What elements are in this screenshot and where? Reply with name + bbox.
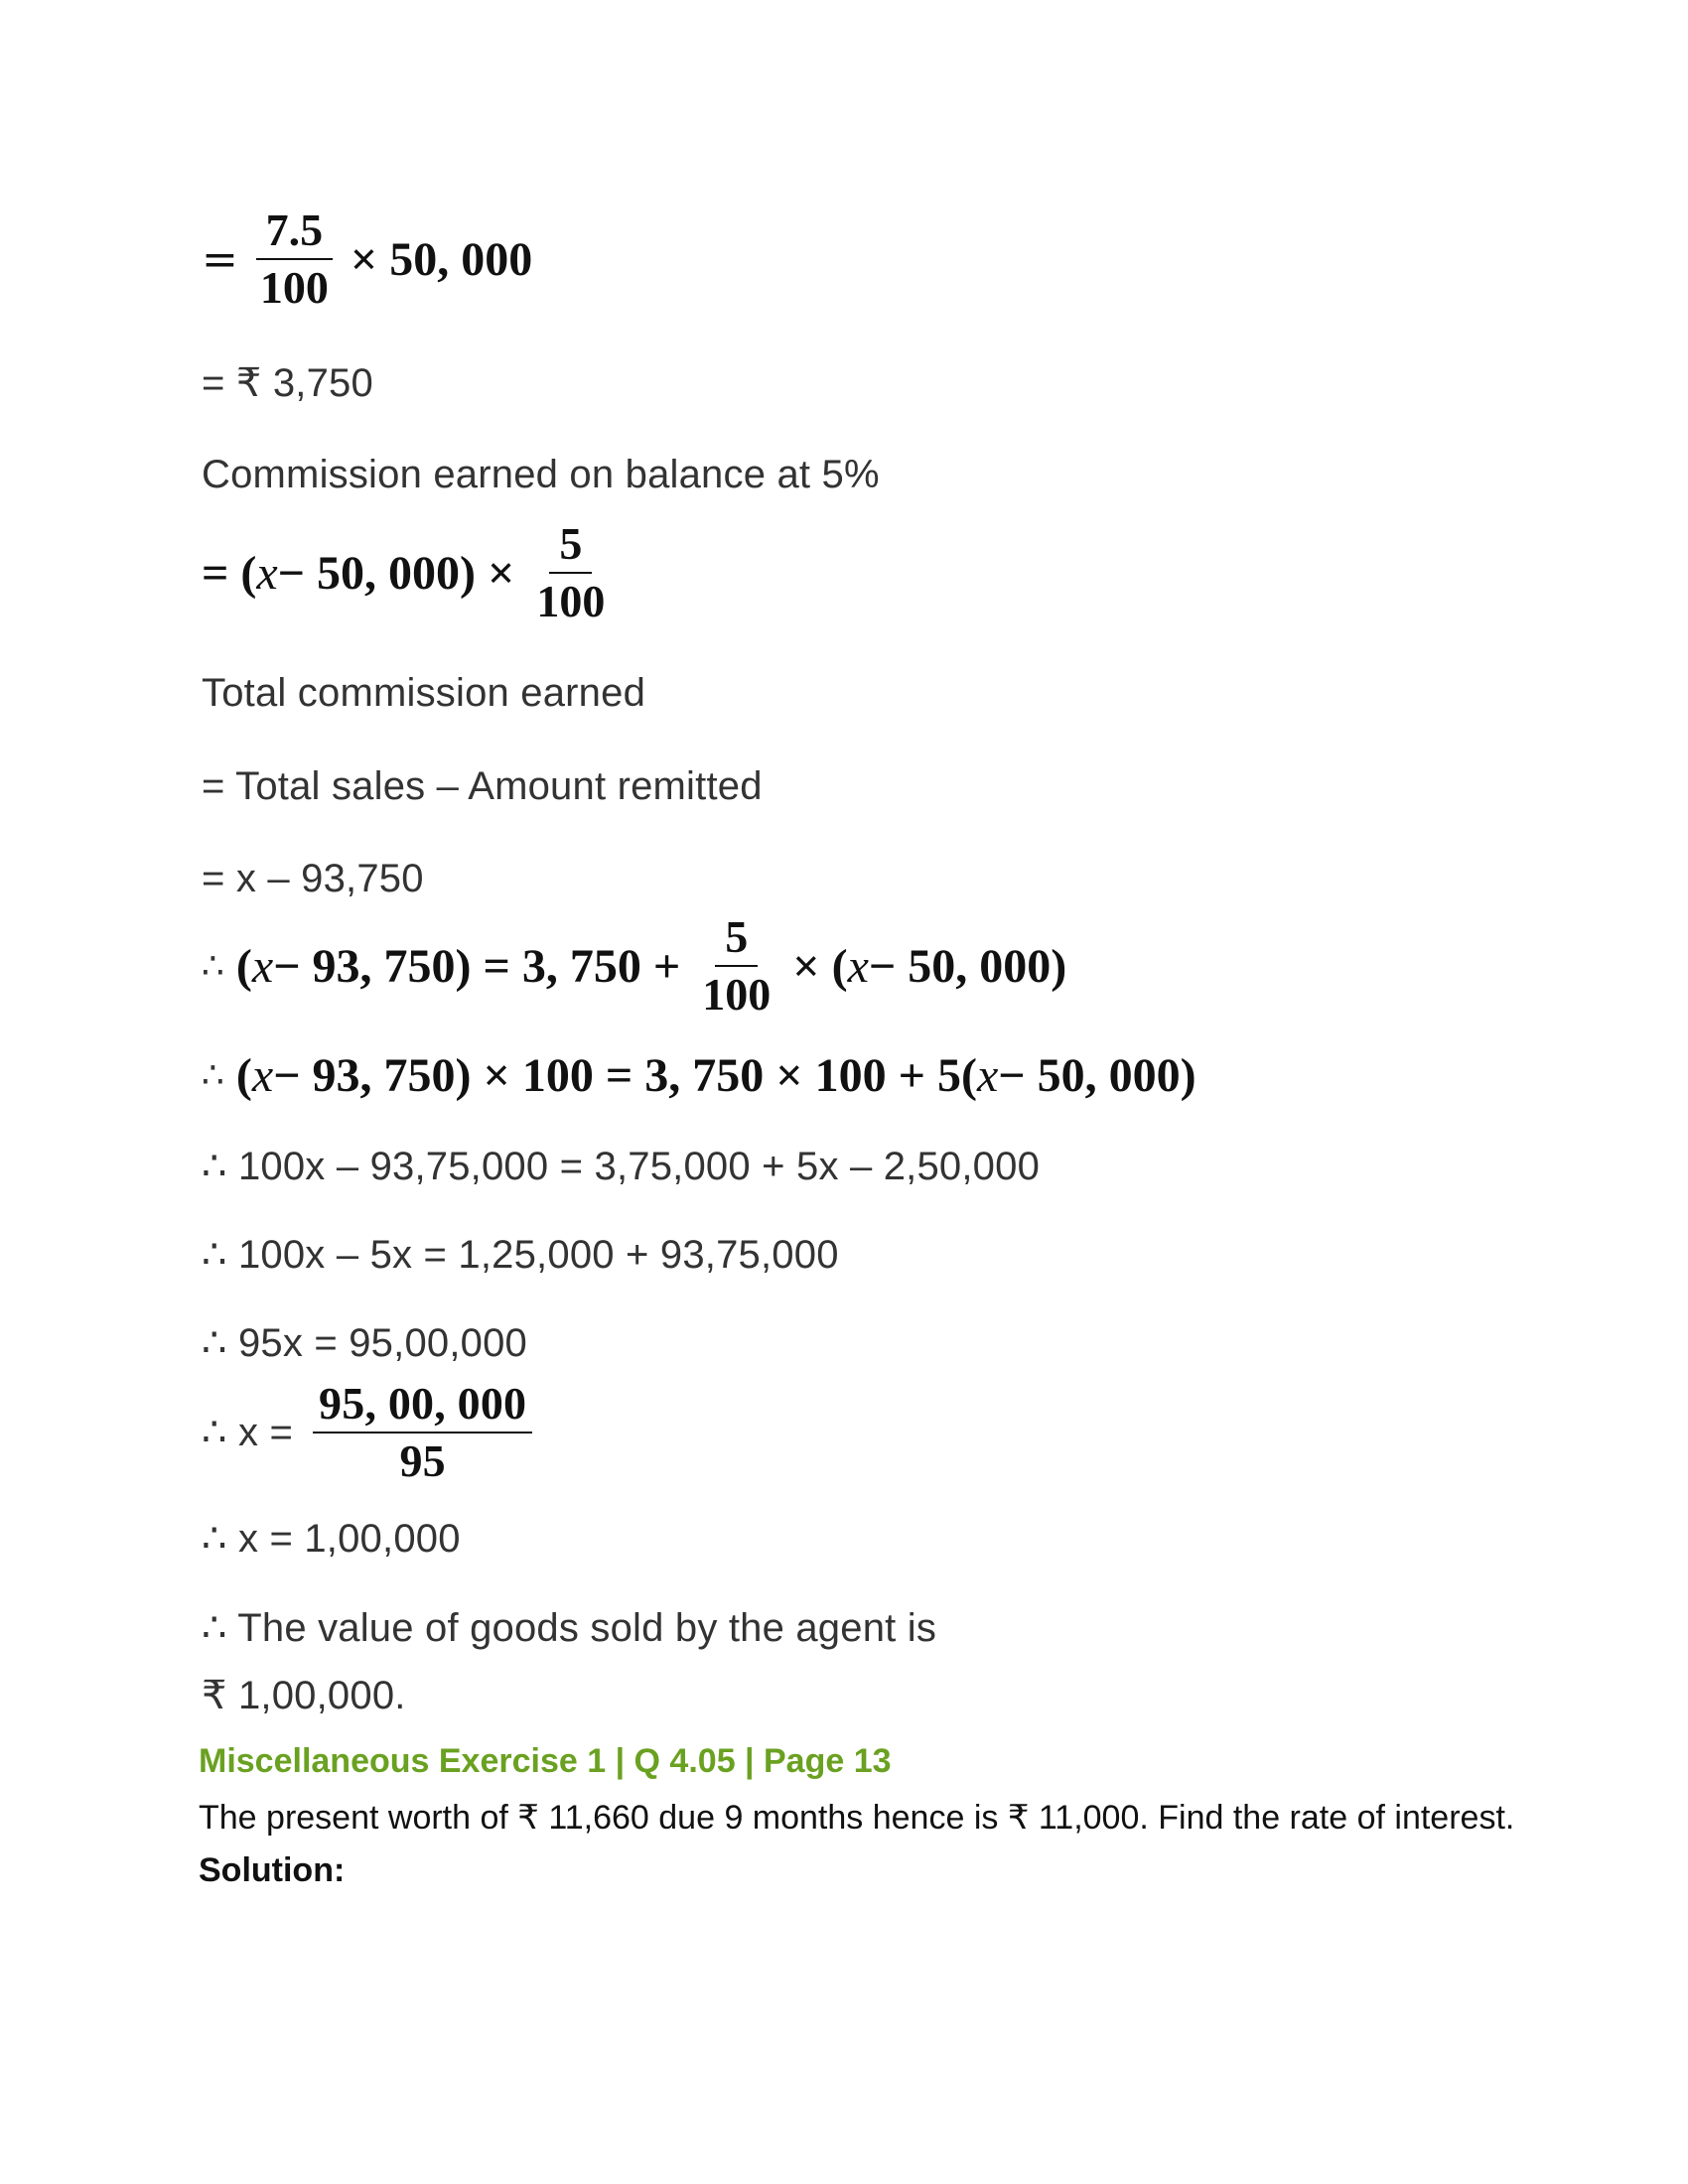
fraction bbox=[526, 520, 615, 626]
equation-step-4 bbox=[202, 520, 627, 626]
therefore-symbol: ∴ bbox=[202, 1055, 224, 1096]
fraction-denominator: 95 bbox=[399, 1435, 446, 1487]
fraction bbox=[313, 1380, 532, 1486]
fraction-numerator: 95, 00, 000 bbox=[313, 1380, 532, 1433]
therefore-symbol: ∴ bbox=[202, 945, 224, 987]
fraction-denominator: 100 bbox=[259, 262, 329, 314]
variable: x bbox=[847, 939, 869, 993]
expression: − 93, 750) = 3, 750 + bbox=[273, 939, 681, 993]
text-line: = Total sales – Amount remitted bbox=[202, 764, 763, 808]
equation-step-10: ∴ 100x – 93,75,000 = 3,75,000 + 5x – 2,50,000 bbox=[202, 1145, 1041, 1188]
fraction-denominator: 100 bbox=[702, 969, 772, 1021]
equation-step-9 bbox=[202, 1048, 1196, 1103]
fraction-numerator: 7.5 bbox=[256, 206, 334, 260]
expression: = ( bbox=[202, 546, 257, 600]
variable: x bbox=[976, 1049, 999, 1102]
fraction-denominator: 100 bbox=[536, 576, 606, 627]
text-line: Commission earned on balance at 5% bbox=[202, 453, 880, 496]
expression: ( bbox=[235, 1049, 252, 1102]
conclusion-line: ∴ The value of goods sold by the agent is bbox=[202, 1606, 937, 1650]
equation-step-12: ∴ 95x = 95,00,000 bbox=[202, 1321, 527, 1365]
equation-step-1 bbox=[202, 206, 532, 313]
expression: − 50, 000) bbox=[998, 1049, 1196, 1102]
fraction bbox=[250, 206, 339, 313]
expression: × 50, 000 bbox=[350, 232, 533, 286]
expression: − 93, 750) × 100 = 3, 750 × 100 + 5( bbox=[273, 1049, 977, 1102]
variable: x bbox=[251, 939, 274, 993]
equation-step-7: = x – 93,750 bbox=[202, 857, 424, 900]
equation-step-8 bbox=[202, 913, 1066, 1020]
expression: ∴ x = bbox=[202, 1411, 294, 1455]
exercise-heading: Miscellaneous Exercise 1 | Q 4.05 | Page 13 bbox=[199, 1742, 892, 1780]
equation-step-13 bbox=[202, 1380, 532, 1486]
conclusion-value: ₹ 1,00,000. bbox=[202, 1674, 406, 1717]
expression: − 50, 000) bbox=[868, 939, 1067, 993]
expression: × ( bbox=[792, 939, 848, 993]
question-text: The present worth of ₹ 11,660 due 9 months hence is ₹ 11,000. Find the rate of interest. bbox=[199, 1799, 1515, 1837]
equation-step-2: = ₹ 3,750 bbox=[202, 361, 373, 405]
equation-step-11: ∴ 100x – 5x = 1,25,000 + 93,75,000 bbox=[202, 1233, 839, 1277]
expression: ( bbox=[235, 939, 252, 993]
equation-step-14: ∴ x = 1,00,000 bbox=[202, 1517, 461, 1561]
text-line: Total commission earned bbox=[202, 671, 646, 715]
variable: x bbox=[256, 546, 278, 600]
fraction-numerator: 5 bbox=[715, 913, 758, 967]
fraction bbox=[692, 913, 780, 1020]
solution-label: Solution: bbox=[199, 1851, 346, 1889]
expression: − 50, 000) × bbox=[277, 546, 515, 600]
equals-sign: = bbox=[202, 233, 238, 285]
fraction-numerator: 5 bbox=[549, 520, 592, 574]
variable: x bbox=[251, 1049, 274, 1102]
